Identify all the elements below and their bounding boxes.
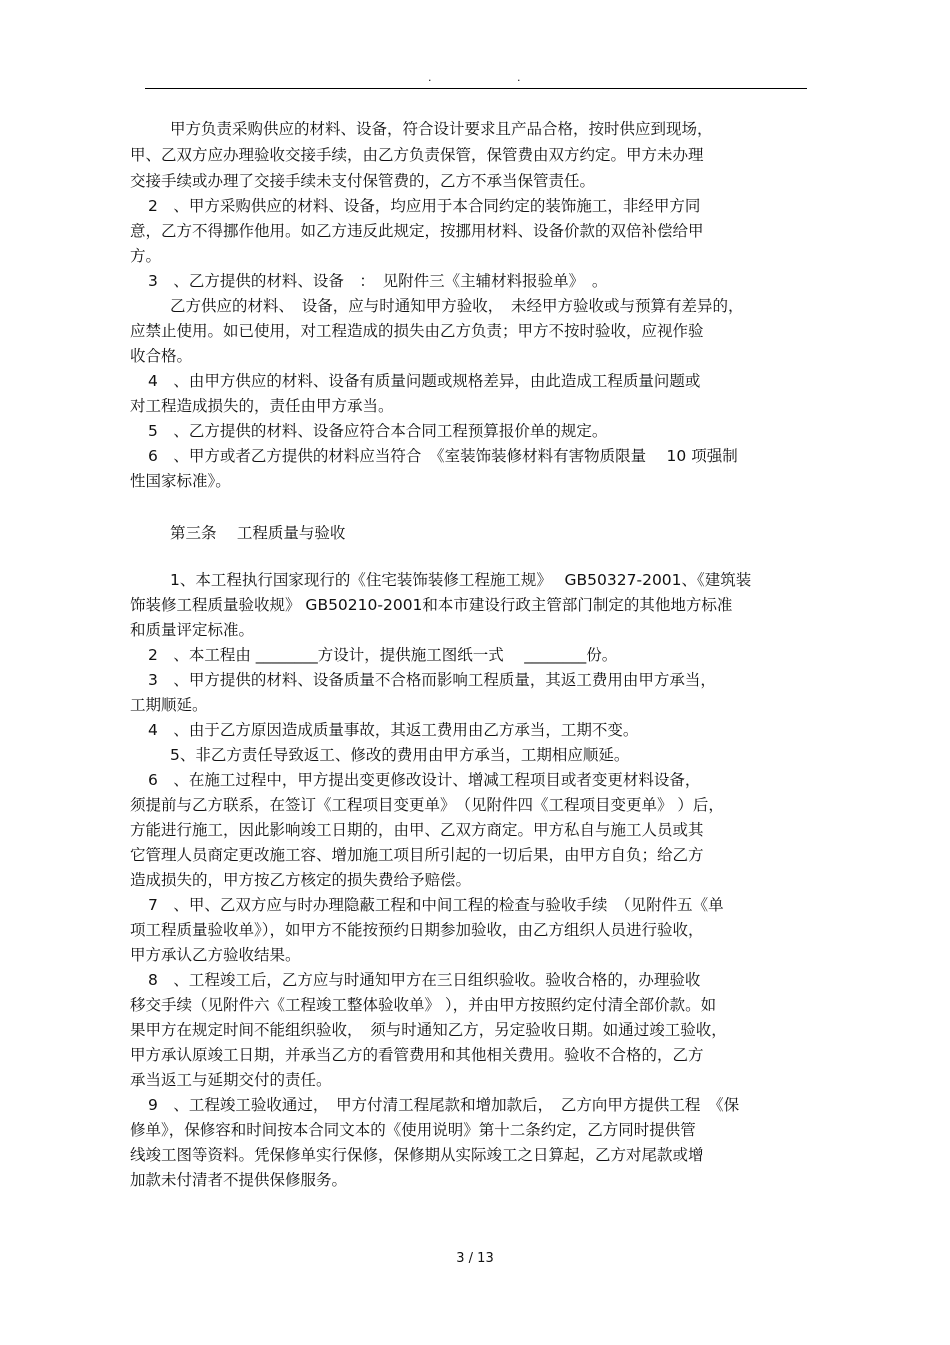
text-line: 它管理人员商定更改施工容、增加施工项目所引起的一切后果，由甲方自负；给乙方 [130,846,704,864]
text-line: 甲、乙双方应办理验收交接手续，由乙方负责保管，保管费由双方约定。甲方未办理 [130,146,704,164]
section-heading: 第三条 工程质量与验收 [170,524,346,542]
text-line: 对工程造成损失的，责任由甲方承当。 [130,397,394,415]
text-line: 2 、甲方采购供应的材料、设备，均应用于本合同约定的装饰施工，非经甲方同 [148,197,701,215]
text-line: 4 、由甲方供应的材料、设备有质量问题或规格差异，由此造成工程质量问题或 [148,372,701,390]
text-line: 饰装修工程质量验收规》 GB50210-2001和本市建设行政主管部门制定的其他地方标准 [130,596,733,614]
text-line: 8 、工程竣工后，乙方应与时通知甲方在三日组织验收。验收合格的，办理验收 [148,971,701,989]
text-line: 收合格。 [130,347,193,365]
text-line: 项工程质量验收单》），如甲方不能按预约日期参加验收，由乙方组织人员进行验收， [130,921,704,939]
text-line: 5 、乙方提供的材料、设备应符合本合同工程预算报价单的规定。 [148,422,608,440]
text-line: 交接手续或办理了交接手续未支付保管费的，乙方不承当保管责任。 [130,172,596,190]
text-line: 4 、由于乙方原因造成质量事故，其返工费用由乙方承当，工期不变。 [148,721,639,739]
text-line: 须提前与乙方联系，在签订《工程项目变更单》 （见附件四《工程项目变更单》 ）后， [130,796,724,814]
text-line: 1、本工程执行国家现行的《住宅装饰装修工程施工规》 GB50327-2001、《建筑装 [170,571,752,589]
text-line: 加款未付清者不提供保修服务。 [130,1171,348,1189]
text-line: 9 、工程竣工验收通过， 甲方付清工程尾款和增加款后， 乙方向甲方提供工程 《保 [148,1096,740,1114]
text-line: 6 、甲方或者乙方提供的材料应当符合 《室装饰装修材料有害物质限量 10 项强制 [148,447,738,465]
text-line: 5、非乙方责任导致返工、修改的费用由甲方承当，工期相应顺延。 [170,746,630,764]
text-line: 承当返工与延期交付的责任。 [130,1071,332,1089]
header-dot: . [517,71,521,84]
page-number: 3 / 13 [456,1251,494,1266]
text-line: 7 、甲、乙双方应与时办理隐蔽工程和中间工程的检查与验收手续 （见附件五《单 [148,896,724,914]
text-line: 3 、乙方提供的材料、设备 ： 见附件三《主辅材料报验单》 。 [148,272,608,290]
text-line: 应禁止使用。如已使用，对工程造成的损失由乙方负责；甲方不按时验收，应视作验 [130,322,704,340]
text-line: 修单》，保修容和时间按本合同文本的《使用说明》第十二条约定，乙方同时提供管 [130,1121,696,1139]
text-line: 果甲方在规定时间不能组织验收， 须与时通知乙方，另定验收日期。如通过竣工验收， [130,1021,727,1039]
text-line: 2 、本工程由 ________方设计，提供施工图纸一式 ________份。 [148,646,618,664]
text-line: 移交手续（见附件六《工程竣工整体验收单》 ），并由甲方按照约定付清全部价款。如 [130,996,717,1014]
text-line: 甲方负责采购供应的材料、设备，符合设计要求且产品合格，按时供应到现场， [170,120,713,138]
text-line: 和质量评定标准。 [130,621,255,639]
text-line: 造成损失的，甲方按乙方核定的损失费给予赔偿。 [130,871,472,889]
text-line: 乙方供应的材料、 设备，应与时通知甲方验收， 未经甲方验收或与预算有差异的， [170,297,744,315]
text-line: 方能进行施工，因此影响竣工日期的，由甲、乙双方商定。甲方私自与施工人员或其 [130,821,704,839]
text-line: 3 、甲方提供的材料、设备质量不合格而影响工程质量，其返工费用由甲方承当， [148,671,716,689]
header-marks [0,72,950,86]
text-line: 性国家标准》。 [130,472,231,490]
text-line: 线竣工图等资料。凭保修单实行保修，保修期从实际竣工之日算起，乙方对尾款或增 [130,1146,704,1164]
text-line: 6 、在施工过程中，甲方提出变更修改设计、增减工程项目或者变更材料设备， [148,771,701,789]
text-line: 甲方承认乙方验收结果。 [130,946,301,964]
header-dot: . [428,71,432,84]
header-rule [145,88,807,89]
text-line: 甲方承认原竣工日期，并承当乙方的看管费用和其他相关费用。验收不合格的，乙方 [130,1046,704,1064]
text-line: 方。 [130,247,162,265]
text-line: 意，乙方不得挪作他用。如乙方违反此规定，按挪用材料、设备价款的双倍补偿给甲 [130,222,704,240]
text-line: 工期顺延。 [130,696,208,714]
